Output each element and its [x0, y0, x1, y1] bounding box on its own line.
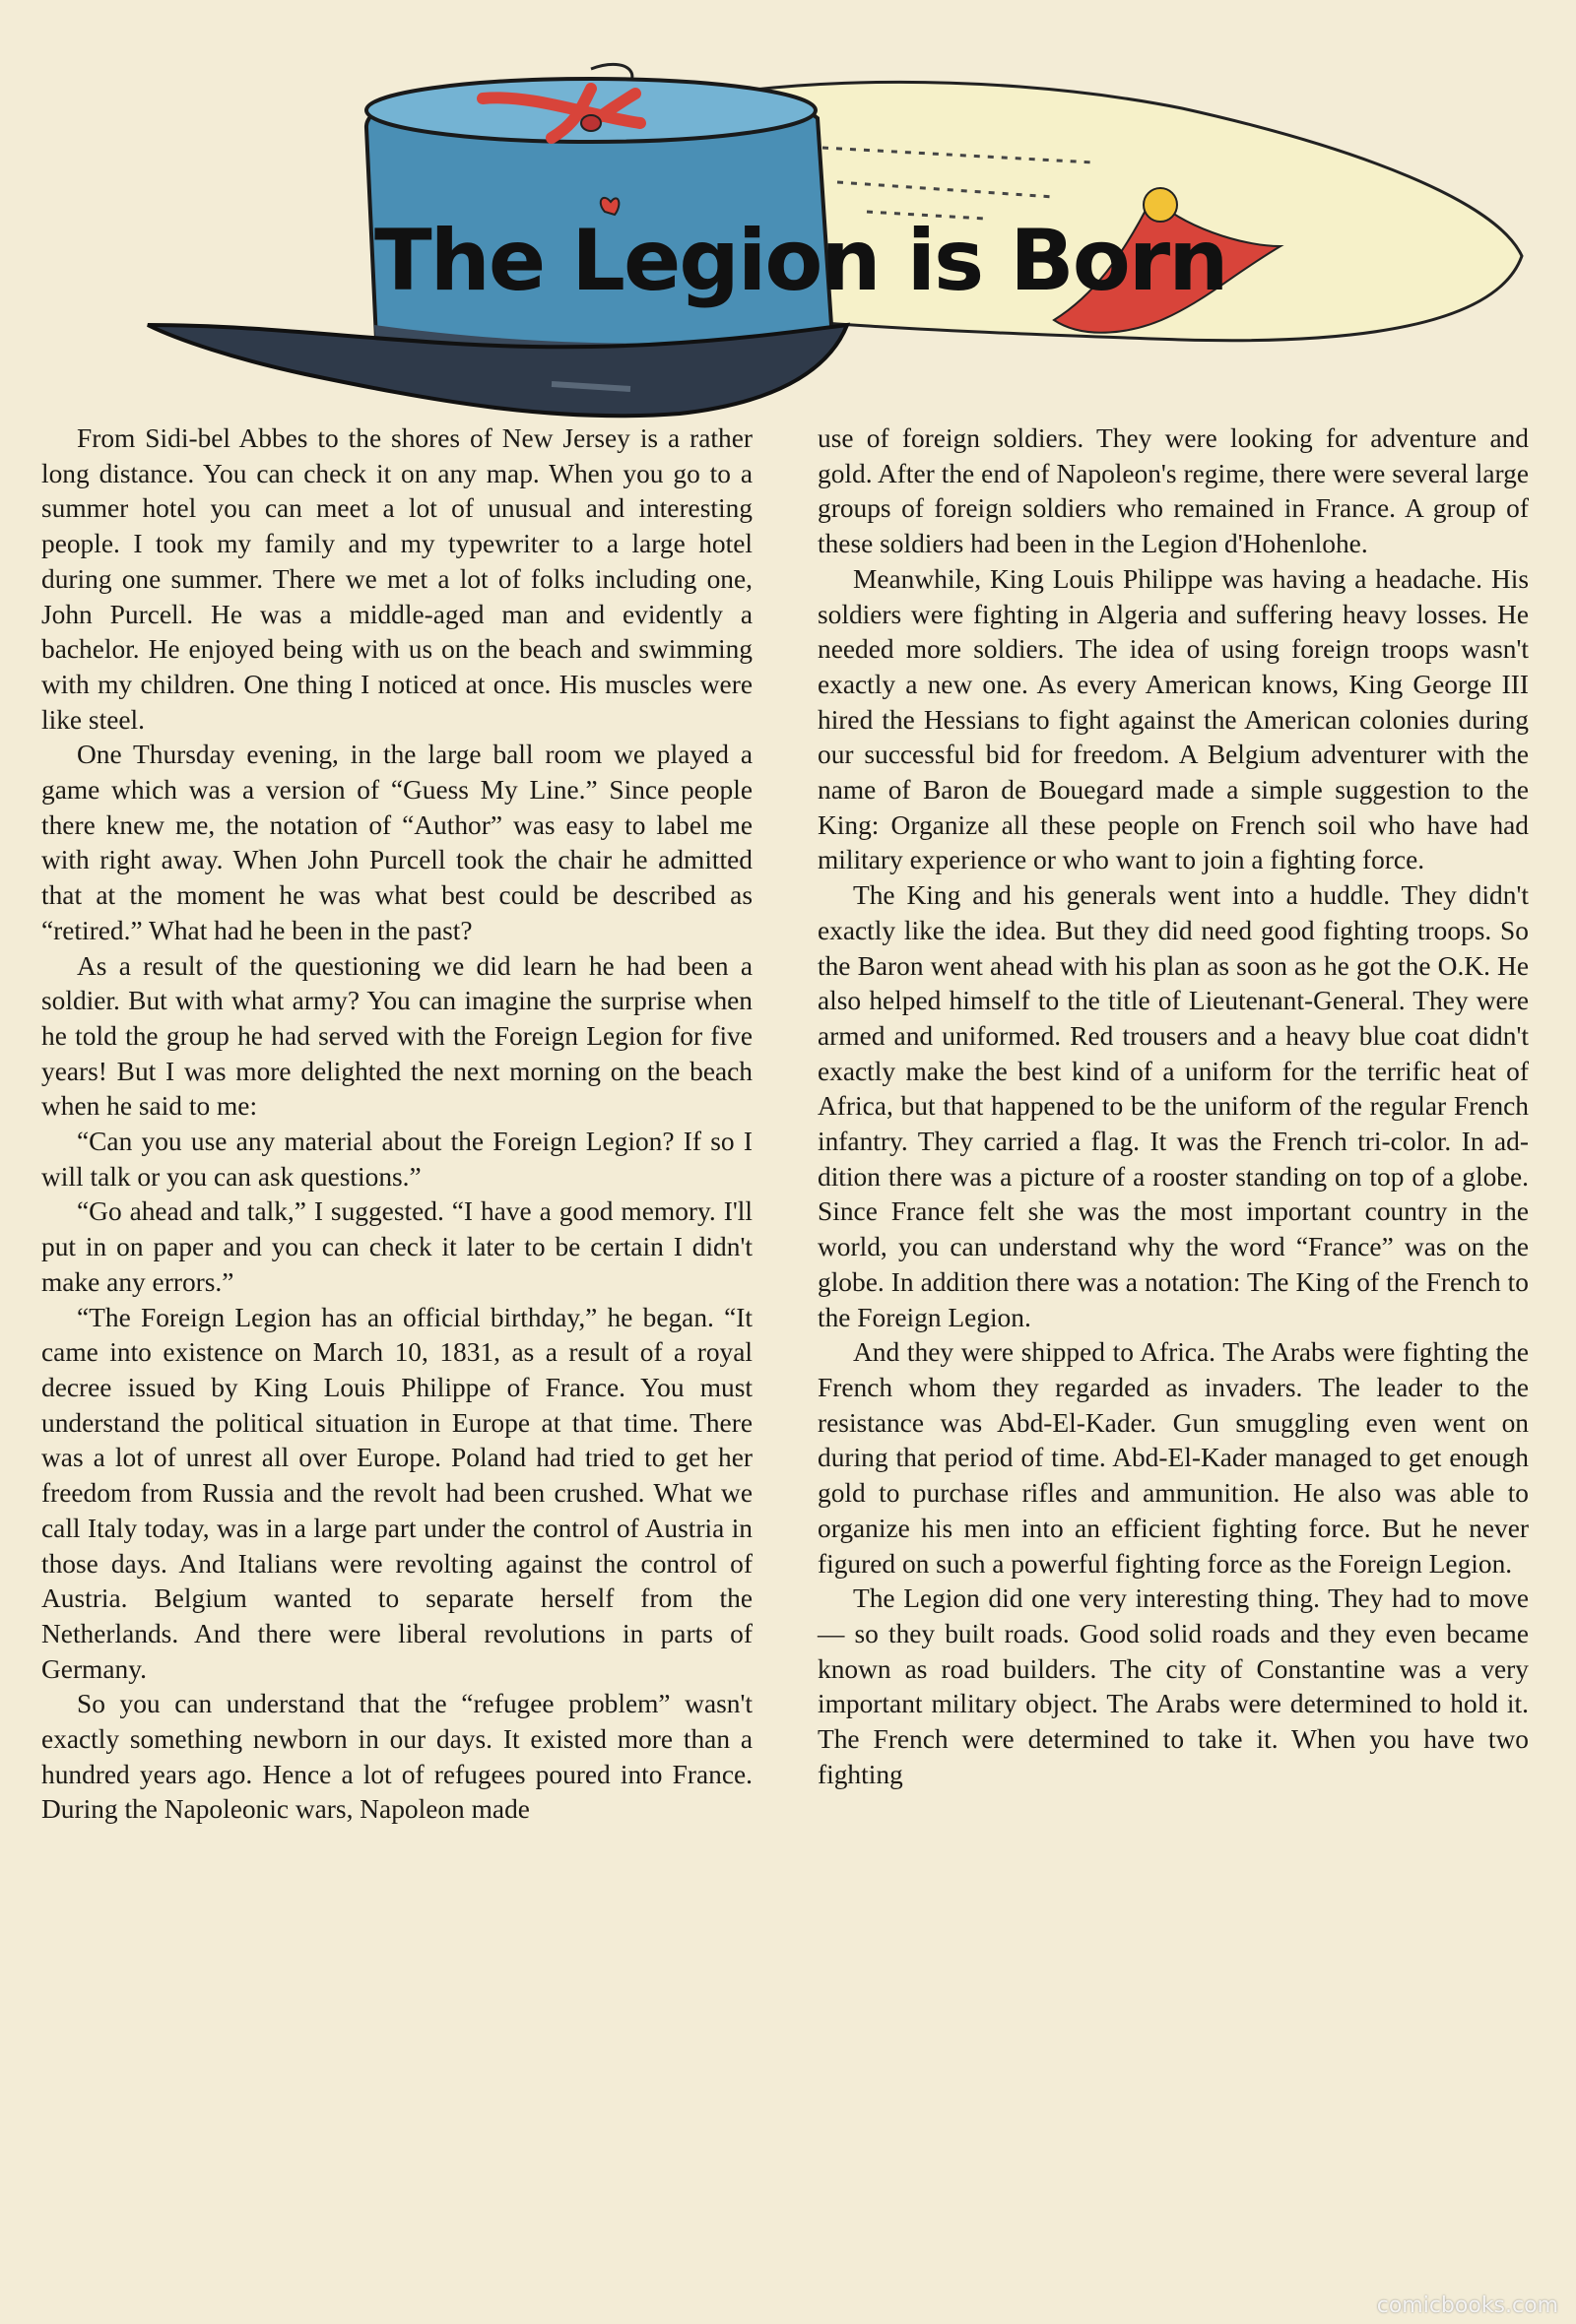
paragraph: “Can you use any material about the Foreign Legion? If so I will talk or you can ask questions.”	[41, 1127, 753, 1192]
paragraph: The Legion did one very interesting thing. They had to move — so they built roads. Good solid roads and they even became known as road builders. The city of Constantine was a very important military object. The Arabs were determined to hold it. The French were determined to take it. When you have two fighting	[818, 1583, 1529, 1789]
left-column	[41, 421, 753, 1828]
paragraph: From Sidi-bel Abbes to the shores of New Jersey is a rather long distance. You can check it on any map. When you go to a summer hotel you can meet a lot of unusual and interesting people. I took my family and my typewriter to a large hotel during one summer. There we met a lot of folks including one, John Purcell. He was a middle-aged man and evidently a bachelor. He enjoyed being with us on the beach and swimming with my children. One thing I noticed at once. His muscles were like steel.	[41, 423, 753, 735]
paragraph: “The Foreign Legion has an official birthday,” he began. “It came into existence on March 10, 1831, as a result of a royal decree issued by King Louis Philippe of France. You must understand the political situation in Europe at that time. There was a lot of unrest all over Europe. Poland had tried to get her freedom from Russia and the revolt had been crushed. What we call Italy today, was in a large part under the control of Austria in those days. And Italians were revolting against the control of Austria. Belgium wanted to separate herself from the Netherlands. And there were liberal revolutions in parts of Germany.	[41, 1302, 753, 1684]
paragraph: And they were shipped to Africa. The Arabs were fighting the French whom they regarded as invaders. The leader to the resistance was Abd-El-Kader. Gun smuggling even went on during that period of time. Abd-El-Kader managed to get enough gold to purchase rifles and ammunition. He also was able to organize his men into an efficient fighting force. But he never figured on such a powerful fighting force as the Foreign Legion.	[818, 1337, 1529, 1579]
paragraph: As a result of the questioning we did learn he had been a soldier. But with what army? You can imagine the surprise when he told the group he had served with the Foreign Legion for five years! But I was more delighted the next morning on the beach when he said to me:	[41, 950, 753, 1122]
page-title: The Legion is Born	[374, 212, 1227, 310]
right-column	[818, 421, 1529, 1792]
paragraph: “Go ahead and talk,” I suggested. “I have a good memory. I'll put in on paper and you can check it later to be certain I didn't make any errors.”	[41, 1196, 753, 1297]
paragraph: The King and his generals went into a huddle. They didn't exactly like the idea. But they did need good fighting troops. So the Baron went ahead with his plan as soon as he got the O.K. He also helped himself to the title of Lieutenant-General. They were armed and uniformed. Red trousers and a heavy blue coat didn't exactly make the best kind of a uniform for the terrific heat of Africa, but that happened to be the uniform of the regular French infantry. They carried a flag. It was the French tri-color. In addition there was a picture of a rooster standing on top of a globe. Since France felt she was the most important country in the world, you can understand why the word “France” was on the globe. In addition there was a notation: The King of the French to the Foreign Legion.	[818, 880, 1529, 1332]
site-watermark: comicbooks.com	[1376, 2293, 1558, 2318]
paragraph: So you can understand that the “refugee problem” wasn't exactly something newborn in our days. It existed more than a hundred years ago. Hence a lot of refugees poured into France. During the Napoleonic wars, Napoleon made	[41, 1689, 753, 1825]
paragraph: One Thursday evening, in the large ball room we played a game which was a version of “Guess My Line.” Since people there knew me, the notation of “Author” was easy to label me with right away. When John Purcell took the chair he admitted that at the moment he was what best could be described as “retired.” What had he been in the past?	[41, 740, 753, 945]
paragraph: use of foreign soldiers. They were looking for adventure and gold. After the end of Napoleon's regime, there were several large groups of foreign soldiers who remained in France. A group of these soldiers had been in the Legion d'Hohenlohe.	[818, 423, 1529, 559]
paragraph: Meanwhile, King Louis Philippe was having a headache. His soldiers were fighting in Algeria and suffering heavy losses. He needed more soldiers. The idea of using foreign troops wasn't exactly a new one. As every American knows, King George III hired the Hessians to fight against the American colonies during our successful bid for freedom. A Belgium adventurer with the name of Baron de Bouegard made a simple suggestion to the King: Organize all these people on French soil who have had military experience or who want to join a fighting force.	[818, 563, 1529, 875]
